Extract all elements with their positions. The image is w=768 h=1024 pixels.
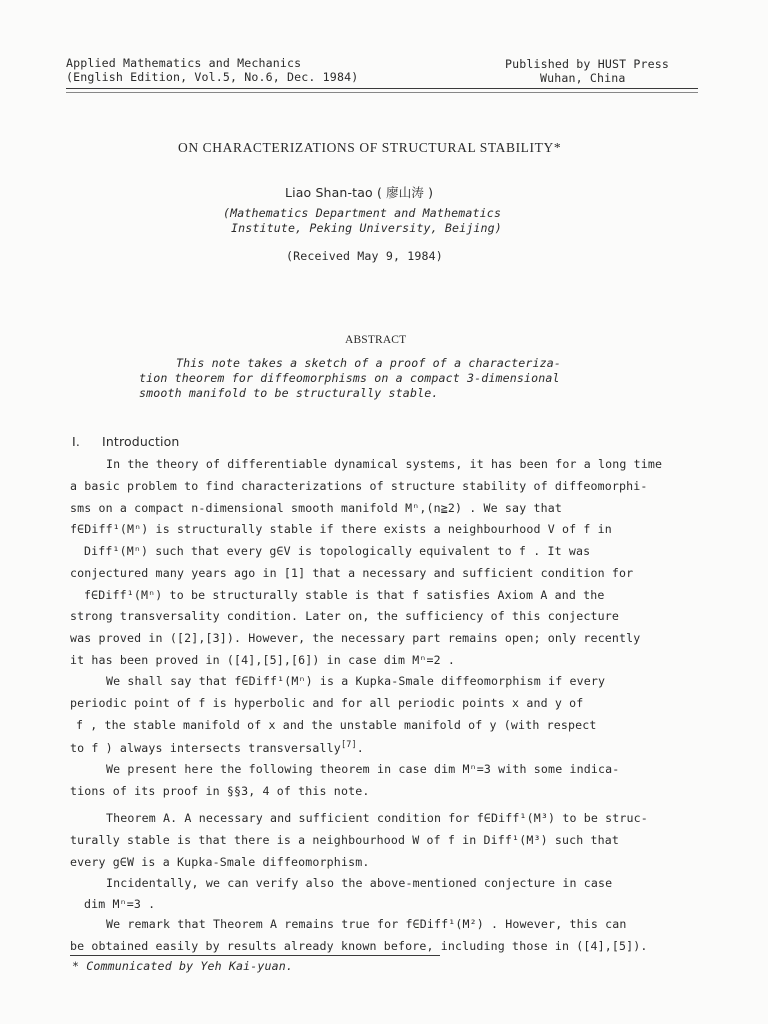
abstract-line: tion theorem for diffeomorphisms on a compact 3-dimensional [139,371,560,385]
body-line: conjectured many years ago in [1] that a necessary and sufficient condition for [70,566,634,580]
paper-title: ON CHARACTERIZATIONS OF STRUCTURAL STABILITY* [178,140,562,155]
body-line: Incidentally, we can verify also the above-mentioned conjecture in case [106,876,613,890]
body-line: dim Mⁿ=3 . [84,897,156,911]
body-line: tions of its proof in §§3, 4 of this note. [70,784,370,798]
header-rule [66,88,698,89]
body-line: was proved in ([2],[3]). However, the necessary part remains open; only recently [70,631,641,645]
abstract-heading: ABSTRACT [345,334,407,346]
body-line: periodic point of f is hyperbolic and for all periodic points x and y of [70,696,584,710]
body-line: Diff¹(Mⁿ) such that every g∈V is topologically equivalent to f . It was [84,544,591,558]
abstract-line: This note takes a sketch of a proof of a characteriza- [176,356,562,370]
body-line: a basic problem to find characterizations of structure stability of diffeomorphi- [70,479,648,493]
author-affiliation-2: Institute, Peking University, Beijing) [231,221,502,235]
publisher-location: Wuhan, China [540,71,626,85]
body-line: it has been proved in ([4],[5],[6]) in case dim Mⁿ=2 . [70,653,456,667]
body-line: f , the stable manifold of x and the unstable manifold of y (with respect [76,718,597,732]
body-line: We remark that Theorem A remains true for f∈Diff¹(M²) . However, this can [106,917,627,931]
received-date: (Received May 9, 1984) [286,249,443,263]
body-line [70,740,364,755]
body-text: to f ) always intersects transversally [70,740,341,755]
body-line: strong transversality condition. Later on, the sufficiency of this conjecture [70,609,620,623]
section-number: I. [72,434,80,449]
body-text: . [356,740,364,755]
body-line: every g∈W is a Kupka-Smale diffeomorphism. [70,855,370,869]
body-line: sms on a compact n-dimensional smooth manifold Mⁿ,(n≧2) . We say that [70,501,562,515]
body-line: We present here the following theorem in case dim Mⁿ=3 with some indica- [106,762,620,776]
journal-name: Applied Mathematics and Mechanics [66,56,302,70]
author-affiliation: (Mathematics Department and Mathematics [223,206,502,220]
body-line: be obtained easily by results already known before, including those in ([4],[5]). [70,939,648,953]
publisher-name: Published by HUST Press [505,57,669,71]
body-line: f∈Diff¹(Mⁿ) is structurally stable if there exists a neighbourhood V of f in [70,522,612,536]
body-line: turally stable is that there is a neighbourhood W of f in Diff¹(M³) such that [70,833,620,847]
theorem-statement: Theorem A. A necessary and sufficient condition for f∈Diff¹(M³) to be struc- [106,811,648,825]
body-line: We shall say that f∈Diff¹(Mⁿ) is a Kupka-Smale diffeomorphism if every [106,674,606,688]
section-heading: Introduction [102,434,180,449]
header-rule-thin [66,92,698,93]
body-line: f∈Diff¹(Mⁿ) to be structurally stable is that f satisfies Axiom A and the [84,588,605,602]
footnote-rule [70,955,440,956]
paper-author: Liao Shan-tao ( 廖山涛 ) [285,185,434,200]
journal-edition: (English Edition, Vol.5, No.6, Dec. 1984) [66,70,359,84]
footnote: * Communicated by Yeh Kai-yuan. [72,959,294,973]
body-line: In the theory of differentiable dynamical systems, it has been for a long time [106,457,663,471]
citation-superscript: [7] [340,740,357,750]
abstract-line: smooth manifold to be structurally stable. [139,386,439,400]
